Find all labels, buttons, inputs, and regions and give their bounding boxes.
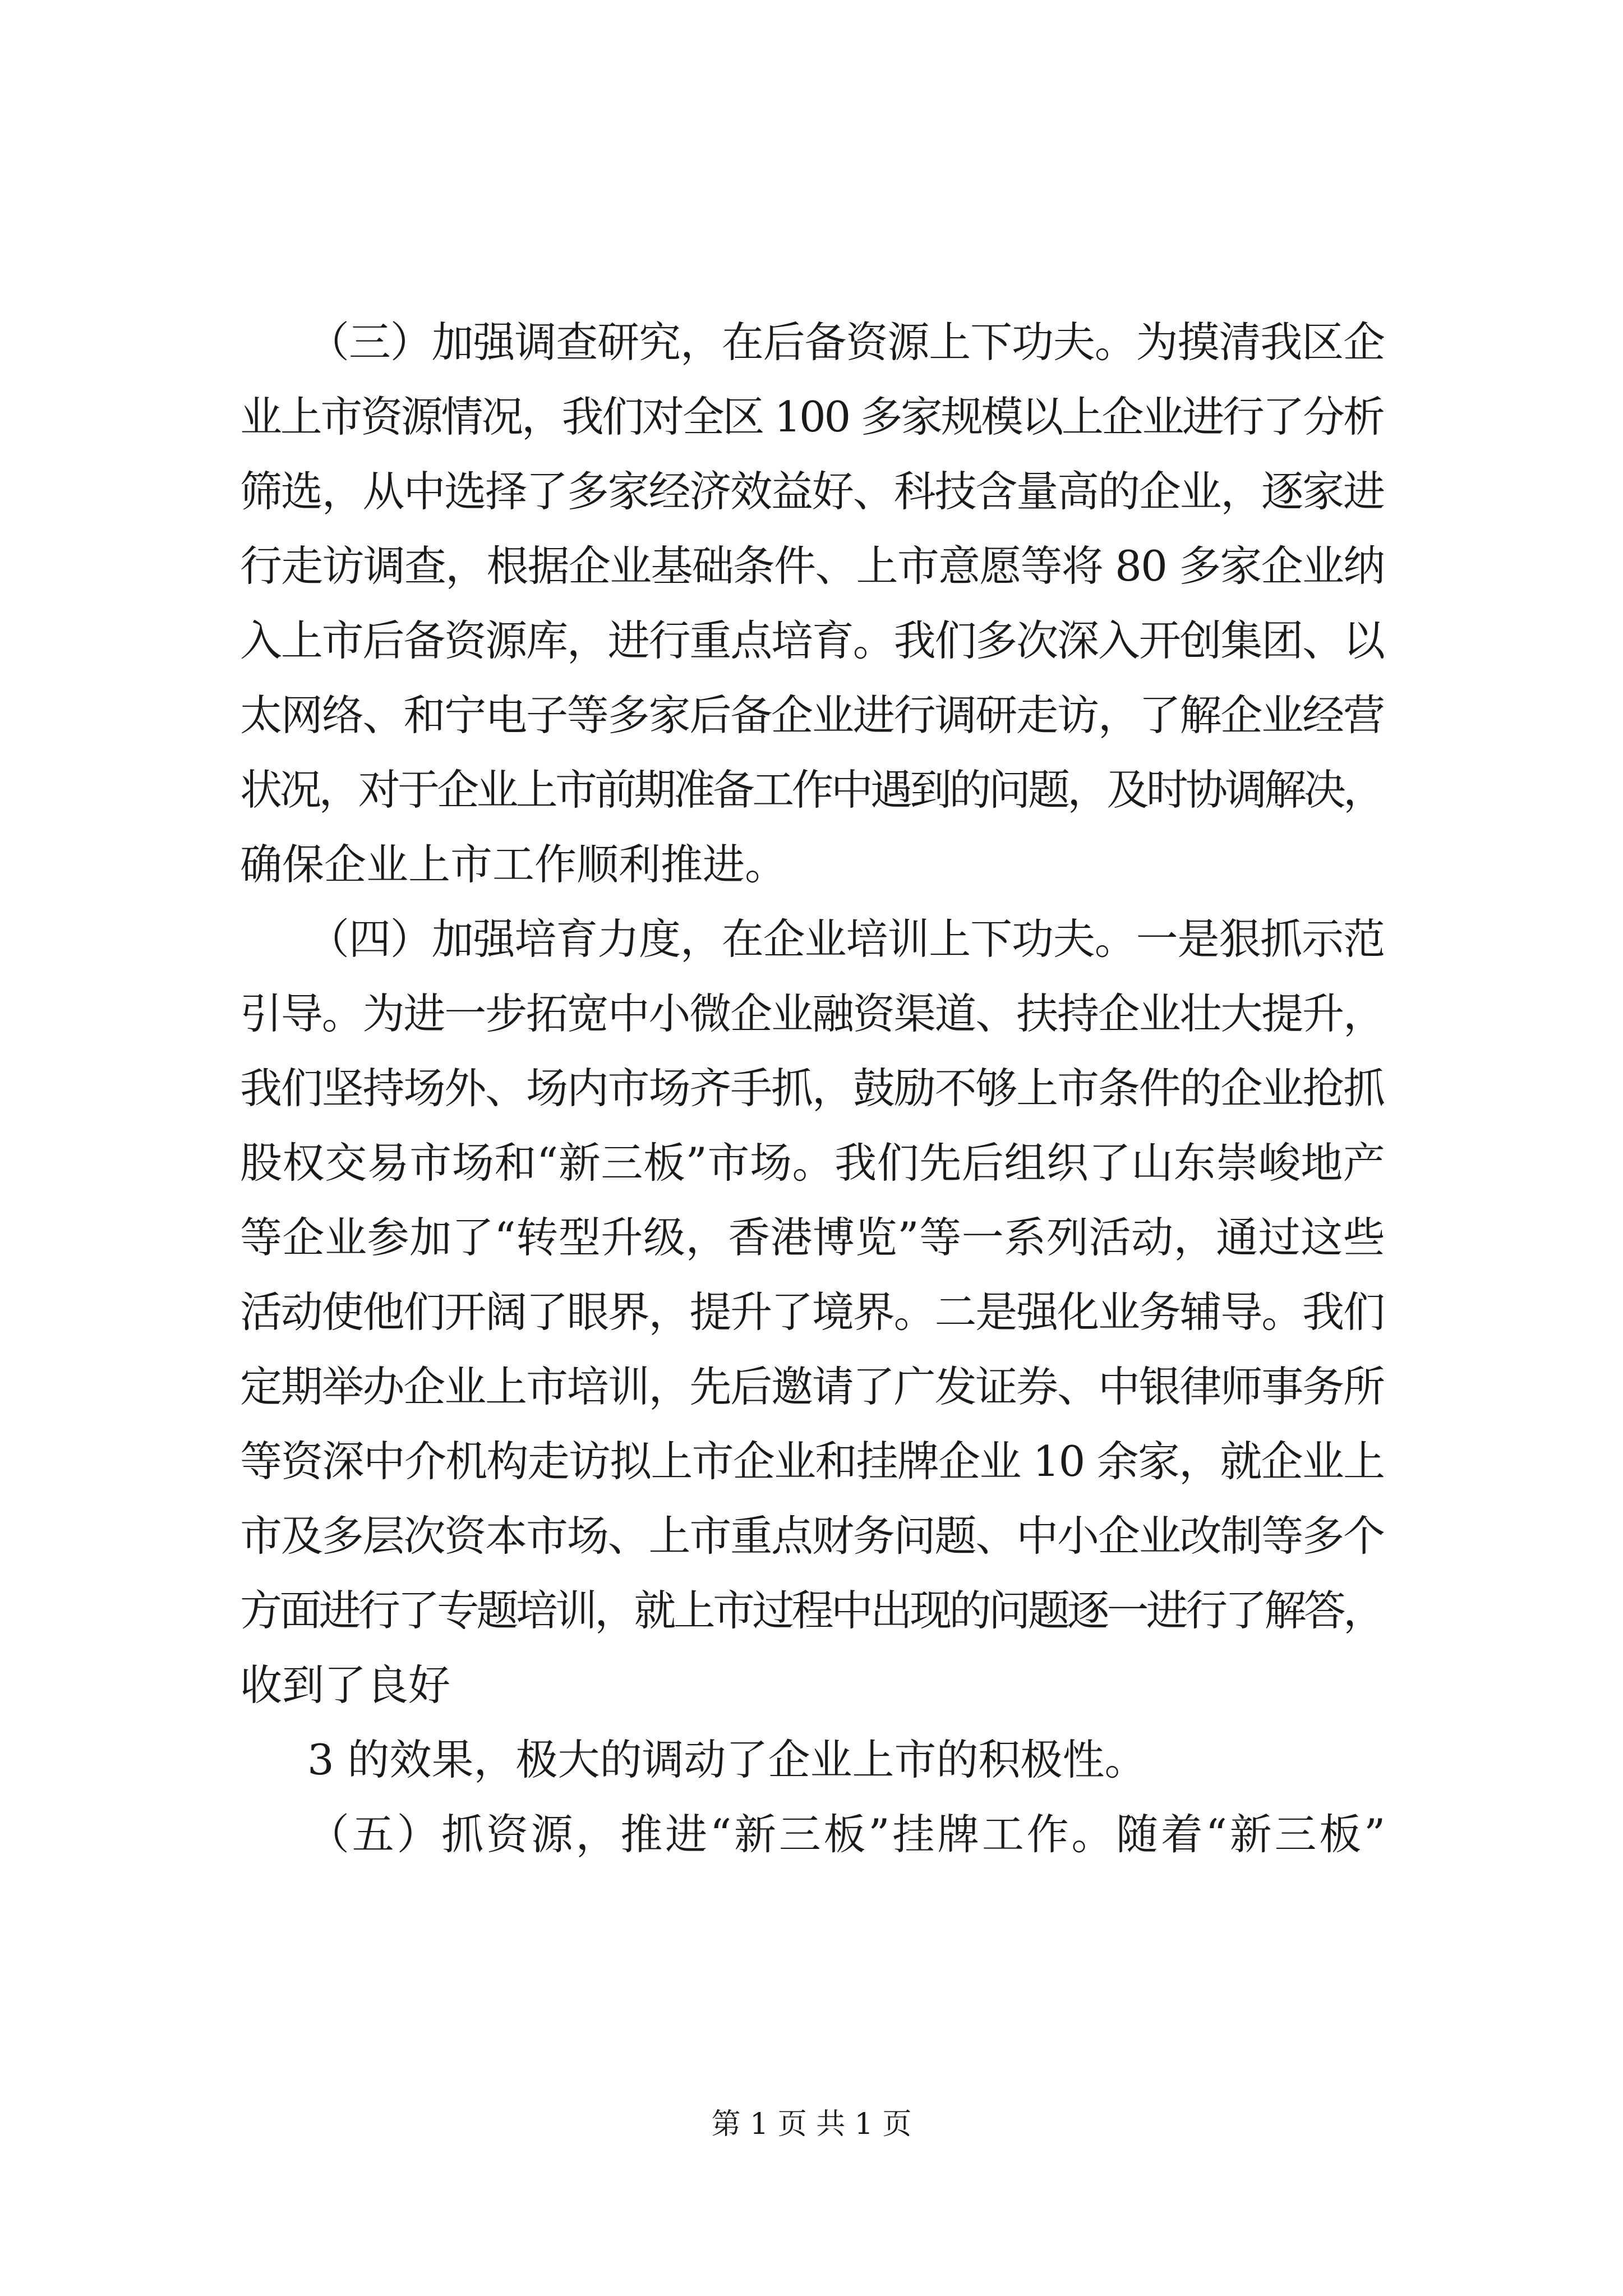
paragraph-3-line-6: 太网络、和宁电子等多家后备企业进行调研走访，了解企业经营	[240, 691, 1384, 740]
paragraph-4-line-7: 定期举办企业上市培训，先后邀请了广发证券、中银律师事务所	[240, 1362, 1384, 1411]
paragraph-5-line-1: （五）抓资源，推进“新三板”挂牌工作。随着“新三板”	[307, 1810, 1389, 1859]
paragraph-4-line-1: （四）加强培育力度，在企业培训上下功夫。一是狠抓示范	[307, 914, 1385, 964]
paragraph-3-line-3: 筛选，从中选择了多家经济效益好、科技含量高的企业，逐家进	[240, 467, 1384, 516]
paragraph-4-line-2: 引导。为进一步拓宽中小微企业融资渠道、扶持企业壮大提升，	[240, 989, 1384, 1038]
paragraph-4-line-6: 活动使他们开阔了眼界，提升了境界。二是强化业务辅导。我们	[240, 1287, 1384, 1337]
paragraph-4-line-11: 收到了良好	[240, 1660, 451, 1710]
paragraph-3-line-7: 状况，对于企业上市前期准备工作中遇到的问题，及时协调解决，	[240, 765, 1383, 815]
paragraph-4-line-5: 等企业参加了“转型升级，香港博览”等一系列活动，通过这些	[240, 1213, 1386, 1262]
page-footer: 第 1 页 共 1 页	[711, 2108, 912, 2141]
paragraph-4-continuation: 3 的效果，极大的调动了企业上市的积极性。	[307, 1735, 1147, 1784]
paragraph-4-line-4: 股权交易市场和“新三板”市场。我们先后组织了山东崇峻地产	[240, 1138, 1386, 1188]
paragraph-4-line-10: 方面进行了专题培训，就上市过程中出现的问题逐一进行了解答，	[240, 1586, 1383, 1635]
paragraph-3-line-8: 确保企业上市工作顺利推进。	[240, 840, 787, 889]
paragraph-3-line-2: 业上市资源情况，我们对全区 100 多家规模以上企业进行了分析	[240, 392, 1384, 441]
paragraph-4-line-9: 市及多层次资本市场、上市重点财务问题、中小企业改制等多个	[240, 1511, 1384, 1561]
paragraph-3-line-5: 入上市后备资源库，进行重点培育。我们多次深入开创集团、以	[240, 616, 1384, 665]
paragraph-4-line-8: 等资深中介机构走访拟上市企业和挂牌企业 10 余家，就企业上	[240, 1437, 1385, 1486]
paragraph-3-line-1: （三）加强调查研究，在后备资源上下功夫。为摸清我区企	[307, 318, 1385, 367]
paragraph-3-line-4: 行走访调查，根据企业基础条件、上市意愿等将 80 多家企业纳	[240, 541, 1385, 591]
paragraph-4-line-3: 我们坚持场外、场内市场齐手抓，鼓励不够上市条件的企业抢抓	[240, 1064, 1384, 1113]
